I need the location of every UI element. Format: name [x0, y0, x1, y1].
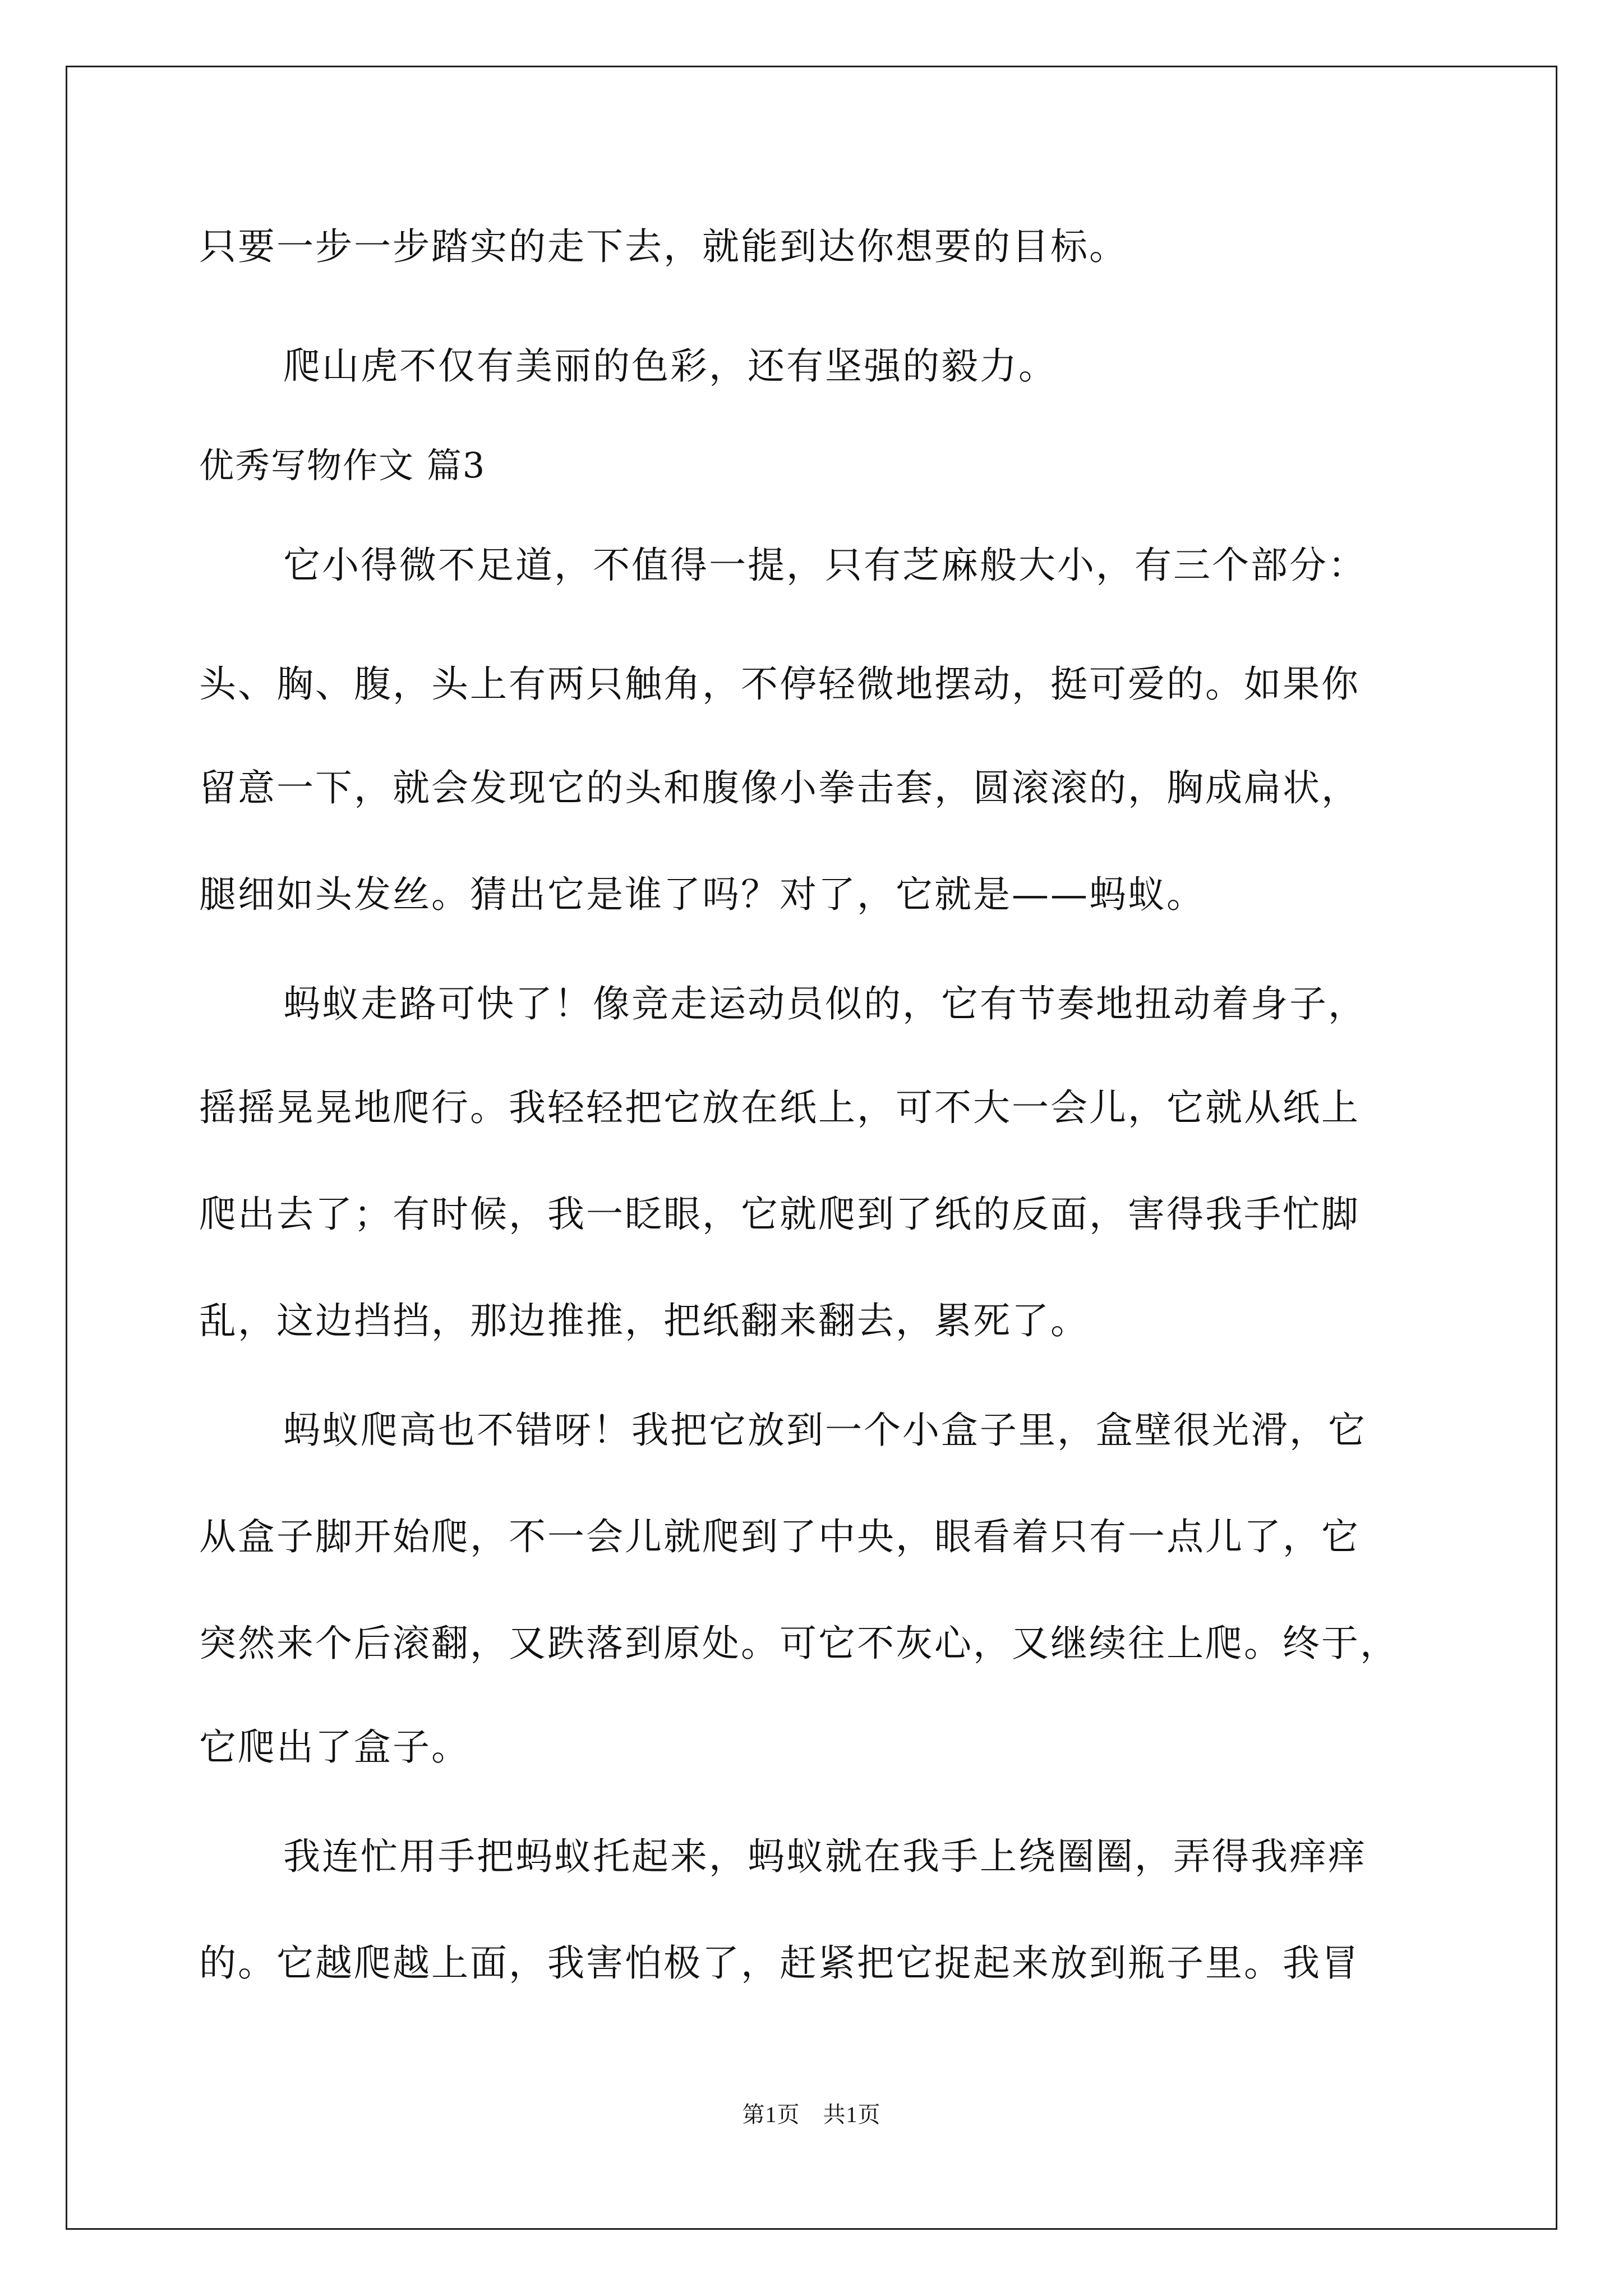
text-line: 留意一下，就会发现它的头和腹像小拳击套，圆滚滚的，胸成扁状，	[199, 766, 1360, 809]
text-line: 爬出去了；有时候，我一眨眼，它就爬到了纸的反面，害得我手忙脚	[199, 1193, 1360, 1236]
text-line: 只要一步一步踏实的走下去，就能到达你想要的目标。	[199, 225, 1128, 268]
text-line: 它爬出了盒子。	[199, 1726, 470, 1769]
text-line: 腿细如头发丝。猜出它是谁了吗？对了，它就是——蚂蚁。	[199, 873, 1205, 916]
text-line: 它小得微不足道，不值得一提，只有芝麻般大小，有三个部分：	[283, 544, 1367, 587]
page-border	[66, 66, 1557, 2230]
text-line: 摇摇晃晃地爬行。我轻轻把它放在纸上，可不大一会儿，它就从纸上	[199, 1086, 1360, 1129]
text-line: 头、胸、腹，头上有两只触角，不停轻微地摆动，挺可爱的。如果你	[199, 662, 1360, 706]
text-line: 蚂蚁走路可快了！像竞走运动员似的，它有节奏地扭动着身子，	[283, 982, 1367, 1025]
page-footer: 第1页 共1页	[742, 2102, 881, 2127]
text-line: 突然来个后滚翻，又跌落到原处。可它不灰心，又继续往上爬。终于，	[199, 1622, 1399, 1665]
text-line: 蚂蚁爬高也不错呀！我把它放到一个小盒子里，盒壁很光滑，它	[283, 1409, 1367, 1452]
text-line: 爬山虎不仅有美丽的色彩，还有坚强的毅力。	[283, 344, 1057, 388]
text-line: 从盒子脚开始爬，不一会儿就爬到了中央，眼看着只有一点儿了，它	[199, 1515, 1360, 1558]
text-line: 的。它越爬越上面，我害怕极了，赶紧把它捉起来放到瓶子里。我冒	[199, 1941, 1360, 1985]
text-line: 乱，这边挡挡，那边推推，把纸翻来翻去，累死了。	[199, 1299, 1089, 1342]
text-line: 我连忙用手把蚂蚁托起来，蚂蚁就在我手上绕圈圈，弄得我痒痒	[283, 1835, 1367, 1878]
section-heading: 优秀写物作文 篇3	[199, 445, 486, 486]
